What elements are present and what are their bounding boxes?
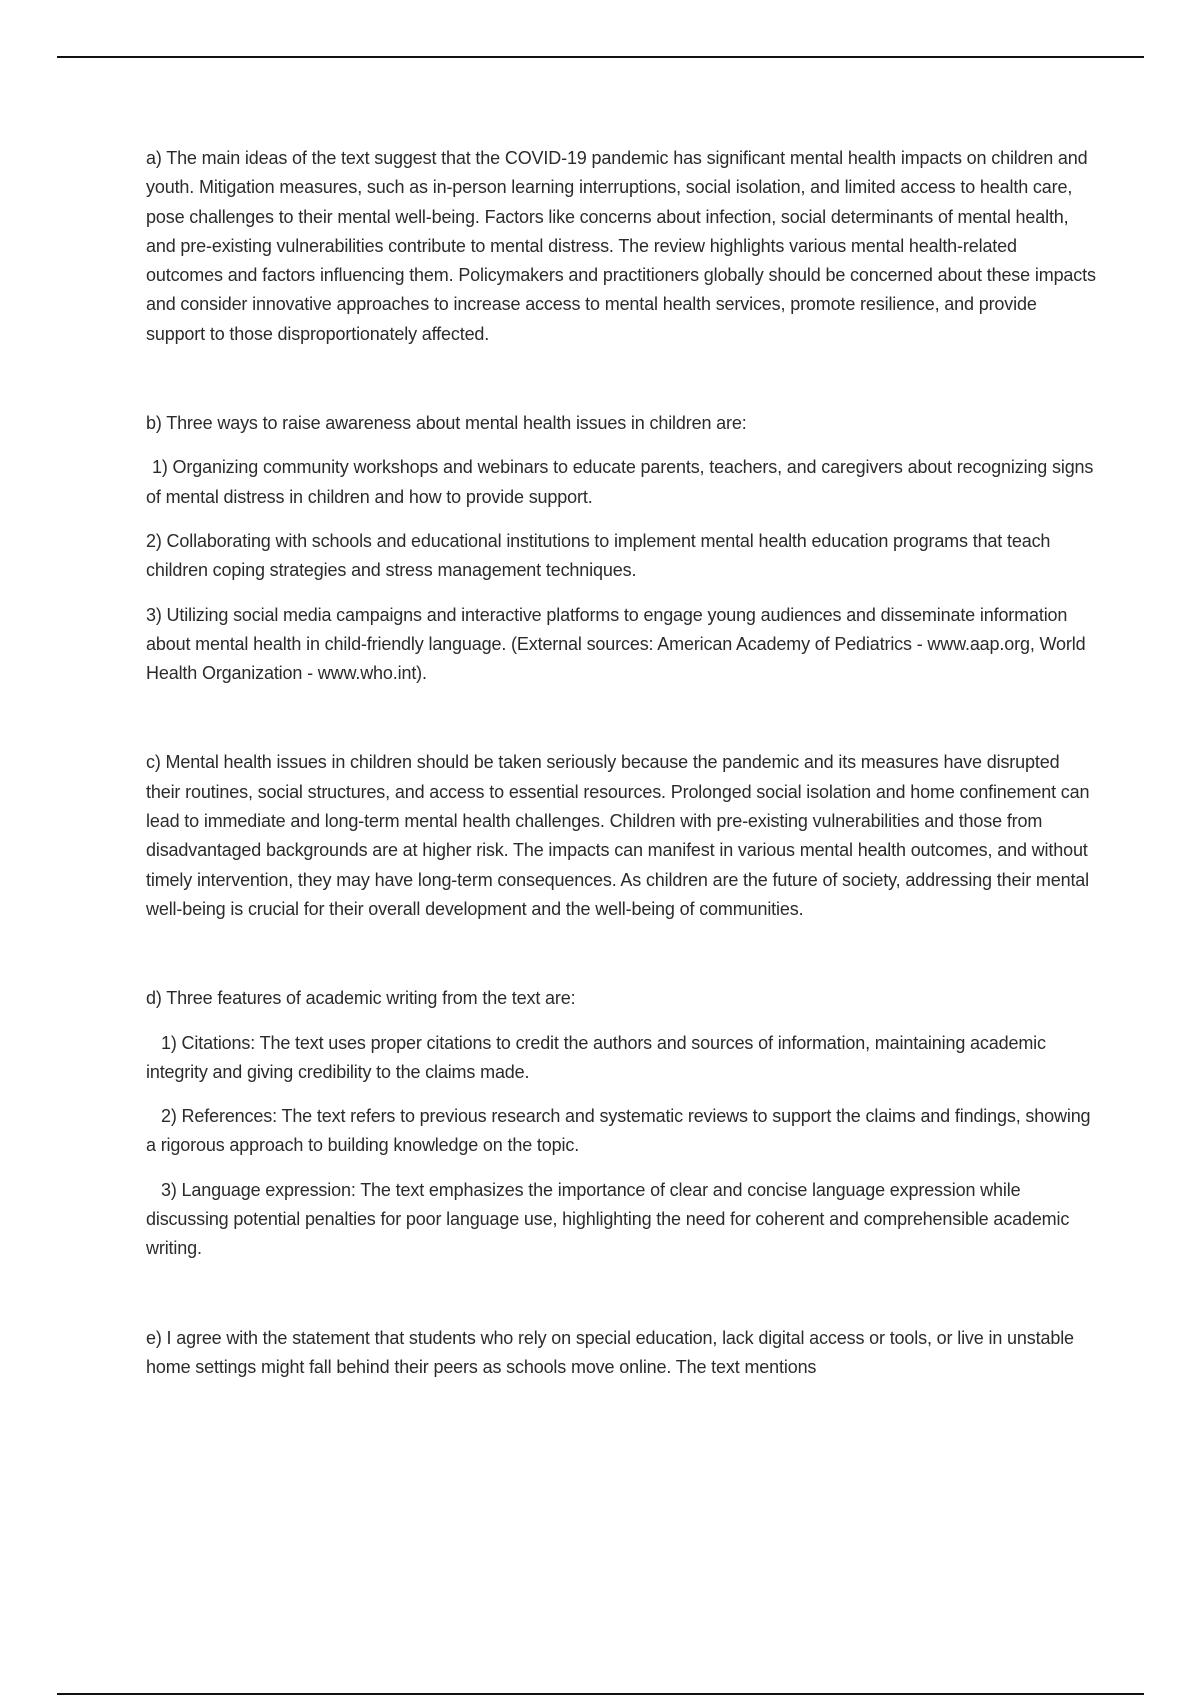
footer-rule [57, 1693, 1144, 1695]
section-b-item-2: 2) Collaborating with schools and educational institutions to implement mental health education programs that teach children coping strategies and stress management techniques. [146, 530, 1051, 581]
section-b-item-3: 3) Utilizing social media campaigns and interactive platforms to engage young audiences and disseminate information about mental health in child-friendly language. (External sources: American Academy of Pediatrics - www.aap.org, World Health Organization - www.who.int). [146, 604, 1086, 684]
section-c-paragraph: c) Mental health issues in children should be taken seriously because the pandemic and its measures have disrupted their routines, social structures, and access to essential resources. Prolonged social isolation and home confinement can lead to immediate and long-term mental health challenges. Children with pre-existing vulnerabilities and those from disadvantaged backgrounds are at higher risk. The impacts can manifest in various mental health outcomes, and without timely intervention, they may have long-term consequences. As children are the future of society, addressing their mental well-being is crucial for their overall development and the well-being of communities. [146, 752, 1090, 919]
section-b-intro: b) Three ways to raise awareness about mental health issues in children are: [146, 413, 747, 434]
section-d-item-3: 3) Language expression: The text emphasizes the importance of clear and concise language expression while discussing potential penalties for poor language use, highlighting the need for coherent and comprehensible academic writing. [146, 1179, 1070, 1259]
document-body [146, 144, 1096, 1382]
section-d-item-1: 1) Citations: The text uses proper citations to credit the authors and sources of information, maintaining academic integrity and giving credibility to the claims made. [146, 1032, 1046, 1082]
section-d-intro: d) Three features of academic writing from the text are: [146, 988, 576, 1009]
header-rule [57, 56, 1144, 58]
section-d-item-2: 2) References: The text refers to previous research and systematic reviews to support the claims and findings, showing a rigorous approach to building knowledge on the topic. [146, 1106, 1091, 1156]
section-e-paragraph: e) I agree with the statement that students who rely on special education, lack digital access or tools, or live in unstable home settings might fall behind their peers as schools move online. The text mentions [146, 1327, 1074, 1377]
section-b-item-1: 1) Organizing community workshops and webinars to educate parents, teachers, and caregivers about recognizing signs of mental distress in children and how to provide support. [146, 457, 1094, 507]
section-a-paragraph: a) The main ideas of the text suggest that the COVID-19 pandemic has significant mental health impacts on children and youth. Mitigation measures, such as in-person learning interruptions, social isolation, and limited access to health care, pose challenges to their mental well-being. Factors like concerns about infection, social determinants of mental health, and pre-existing vulnerabilities contribute to mental distress. The review highlights various mental health-related outcomes and factors influencing them. Policymakers and practitioners globally should be concerned about these impacts and consider innovative approaches to increase access to mental health services, promote resilience, and provide support to those disproportionately affected. [146, 148, 1096, 344]
